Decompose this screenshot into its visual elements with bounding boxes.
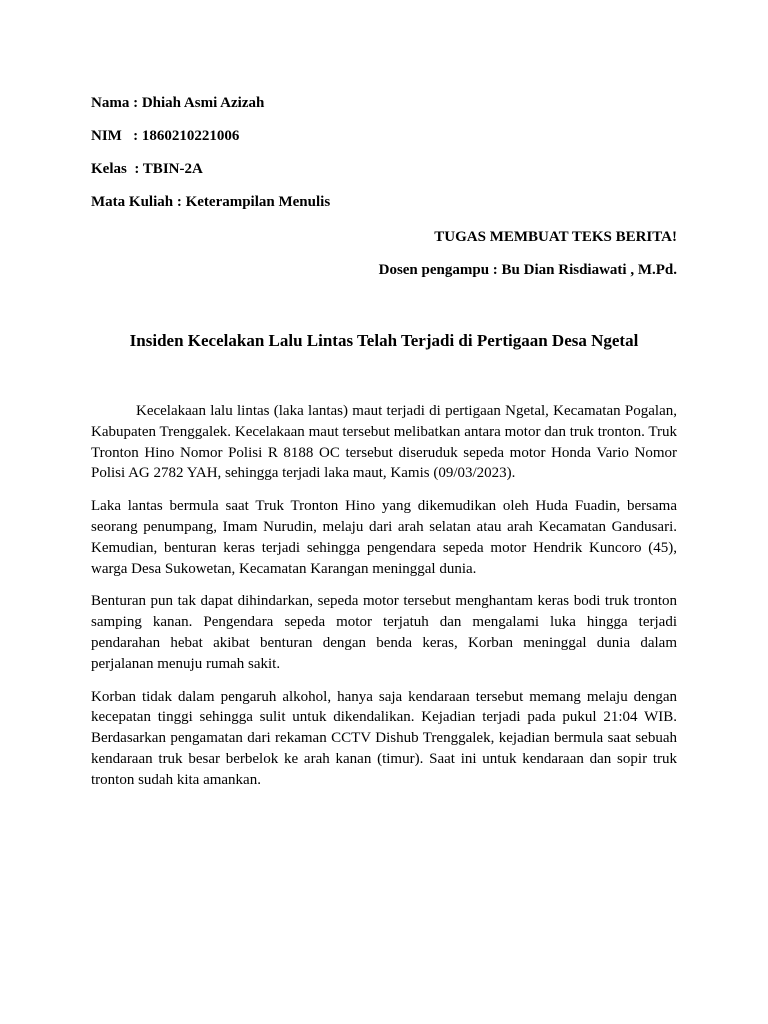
article-headline: Insiden Kecelakan Lalu Lintas Telah Terjadi di Pertigaan Desa Ngetal	[129, 331, 639, 350]
article-paragraph: Laka lantas bermula saat Truk Tronton Hino yang dikemudikan oleh Huda Fuadin, bersama seorang penumpang, Imam Nurudin, melaju dari arah selatan atau arah Kecamatan Gandusari. Kemudian, benturan keras terjadi sehingga pengendara sepeda motor Hendrik Kuncoro (45), warga Desa Sukowetan, Kecamatan Karangan meninggal dunia.	[91, 498, 677, 577]
student-name: Nama : Dhiah Asmi Azizah	[91, 95, 265, 111]
course-name: Mata Kuliah : Keterampilan Menulis	[91, 194, 331, 210]
article-body	[91, 401, 677, 803]
lecturer-line: Dosen pengampu : Bu Dian Risdiawati , M.Pd.	[378, 262, 677, 278]
article-paragraph: Benturan pun tak dapat dihindarkan, sepeda motor tersebut menghantam keras bodi truk tronton samping kanan. Pengendara sepeda motor terjatuh dan mengalami luka hingga terjadi pendarahan hebat akibat benturan dengan benda keras, Korban meninggal dunia dalam perjalanan menuju rumah sakit.	[91, 593, 677, 672]
student-class: Kelas : TBIN-2A	[91, 161, 203, 177]
assignment-title: TUGAS MEMBUAT TEKS BERITA!	[434, 229, 677, 245]
article-paragraph: Kecelakaan lalu lintas (laka lantas) maut terjadi di pertigaan Ngetal, Kecamatan Pogalan, Kabupaten Trenggalek. Kecelakaan maut tersebut melibatkan antara motor dan truk tronton. Truk Tronton Hino Nomor Polisi R 8188 OC tersebut diseruduk sepeda motor Honda Vario Nomor Polisi AG 2782 YAH, sehingga terjadi laka maut, Kamis (09/03/2023).	[91, 403, 677, 482]
article-paragraph: Korban tidak dalam pengaruh alkohol, hanya saja kendaraan tersebut memang melaju dengan kecepatan tinggi sehingga sulit untuk dikendalikan. Kejadian terjadi pada pukul 21:04 WIB. Berdasarkan pengamatan dari rekaman CCTV Dishub Trenggalek, kejadian bermula saat sebuah kendaraan truk besar berbelok ke arah kanan (timur). Saat ini untuk kendaraan dan sopir truk tronton sudah kita amankan.	[91, 688, 677, 788]
student-nim: NIM : 1860210221006	[91, 128, 240, 144]
